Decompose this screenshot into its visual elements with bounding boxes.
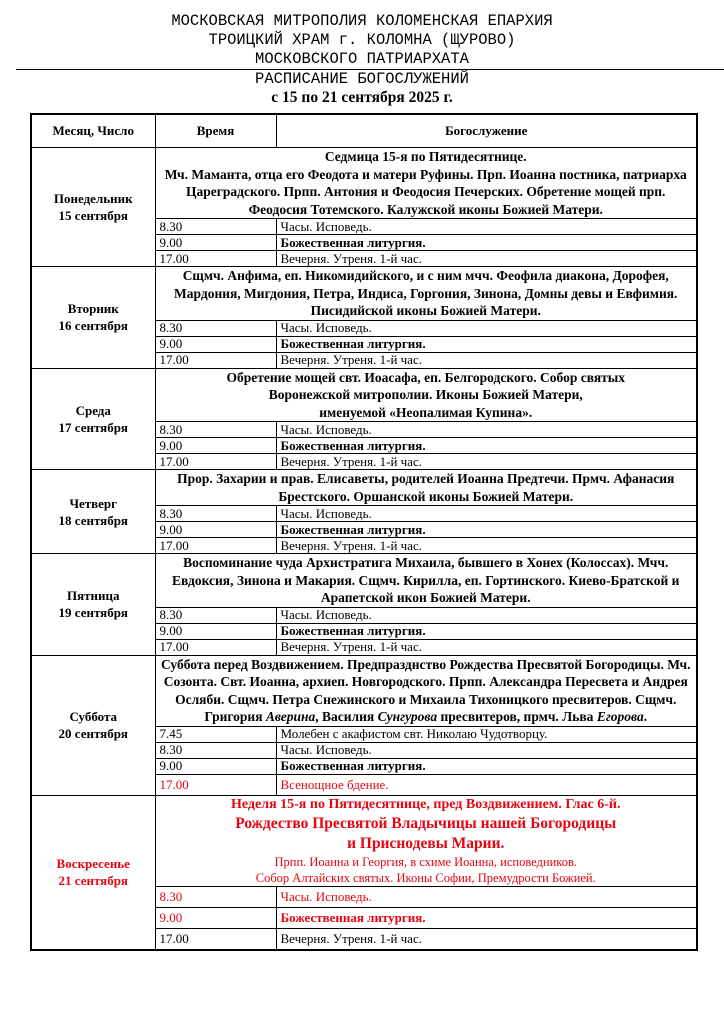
weekday: Четверг (69, 495, 118, 511)
service-time: 7.45 (155, 726, 276, 742)
day-cell (31, 470, 155, 554)
feast-text: Сщмч. Анфима, еп. Никомидийского, и с ним мчч. Феофила диакона, Дорофея, Мардония, Мигдония, Петра, Индиса, Горгония, Зинона, Домны девы и Евфимия. Писидийской иконы Божией Матери. (174, 268, 678, 318)
feast-line: Воронежской митрополии. Иконы Божией Матери, (268, 387, 583, 402)
service-name: Божественная литургия. (276, 758, 697, 774)
day-row (31, 554, 697, 608)
service-time: 17.00 (155, 454, 276, 470)
table-header-row (31, 114, 697, 148)
service-name: Часы. Исповедь. (276, 422, 697, 438)
service-time: 8.30 (155, 422, 276, 438)
service-name: Божественная литургия. (276, 907, 697, 928)
day-cell (31, 368, 155, 470)
weekday: Среда (75, 402, 111, 418)
feast-italic-name: Сунгурова (377, 709, 438, 724)
feast-line: Собор Алтайских святых. Иконы Софии, Премудрости Божией. (255, 870, 596, 885)
service-name: Всенощное бдение. (276, 774, 697, 795)
header-line-1: МОСКОВСКАЯ МИТРОПОЛИЯ КОЛОМЕНСКАЯ ЕПАРХИЯ (171, 12, 553, 30)
service-name: Часы. Исповедь. (276, 219, 697, 235)
schedule-table (30, 113, 698, 951)
day-cell (31, 795, 155, 950)
service-name: Вечерня. Утреня. 1-й час. (276, 454, 697, 470)
service-time: 17.00 (155, 352, 276, 368)
feast-cell (155, 267, 697, 321)
service-name: Божественная литургия. (276, 623, 697, 639)
weekday: Воскресенье (56, 856, 130, 871)
service-time: 9.00 (155, 623, 276, 639)
day-cell (31, 655, 155, 795)
service-name: Часы. Исповедь. (276, 320, 697, 336)
feast-cell (155, 655, 697, 726)
service-name: Часы. Исповедь. (276, 742, 697, 758)
column-header-day: Месяц, Число (31, 114, 155, 148)
date: 15 сентября (58, 208, 128, 223)
service-time: 8.30 (155, 607, 276, 623)
service-time: 9.00 (155, 336, 276, 352)
schedule-dates: с 15 по 21 сентября 2025 г. (271, 89, 453, 106)
service-time: 8.30 (155, 886, 276, 907)
feast-italic-name: Аверина (265, 709, 316, 724)
service-name: Вечерня. Утреня. 1-й час. (276, 251, 697, 267)
feast-line: Прпп. Иоанна и Георгия, в схиме Иоанна, исповедников. (274, 854, 577, 869)
service-name: Часы. Исповедь. (276, 607, 697, 623)
day-row (31, 148, 697, 219)
date: 20 сентября (58, 726, 128, 741)
service-time: 8.30 (155, 506, 276, 522)
service-name: Молебен с акафистом свт. Николаю Чудотворцу. (276, 726, 697, 742)
service-name: Божественная литургия. (276, 336, 697, 352)
feast-cell (155, 554, 697, 608)
day-row (31, 470, 697, 506)
feast-line: Обретение мощей свт. Иоасафа, еп. Белгородского. Собор святых (226, 369, 626, 385)
feast-text: Воспоминание чуда Архистратига Михаила, бывшего в Хонех (Колоссах). Мчч. Евдоксия, Зинона и Макария. Сщмч. Кирилла, еп. Гортинского. Киево-Братской и Арапетской икон Божией Матери. (172, 555, 680, 605)
weekday: Вторник (67, 301, 119, 317)
service-time: 17.00 (155, 928, 276, 950)
day-cell (31, 267, 155, 369)
service-time: 17.00 (155, 538, 276, 554)
service-time: 9.00 (155, 758, 276, 774)
feast-text: , Василия (315, 709, 378, 724)
feast-cell (155, 368, 697, 422)
weekday: Пятница (66, 588, 120, 604)
feast-text: Суббота перед Воздвижением. Предпразднство Рождества Пресвятой Богородицы. Мч. Созонта. Свт. Иоанна, архиеп. Новгородского. Прпп. Александра Пересвета и Андрея Осляби. Сщмч. Петра Снежинского и Михаила Тихоницкого пресвитеров. Сщмч. Григория (161, 656, 691, 724)
day-cell (31, 148, 155, 267)
service-name: Божественная литургия. (276, 522, 697, 538)
feast-line: Рождество Пресвятой Владычицы нашей Богородицы (235, 814, 617, 832)
weekday: Понедельник (53, 191, 133, 206)
day-row (31, 655, 697, 726)
feast-text: Мч. Маманта, отца его Феодота и матери Руфины. Прп. Иоанна постника, патриарха Цареградского. Прпп. Антония и Феодосия Печерских. Обретение мощей прп. Феодосия Тотемского. Калужской иконы Божией Матери. (164, 166, 687, 217)
service-name: Вечерня. Утреня. 1-й час. (276, 352, 697, 368)
column-header-time: Время (155, 114, 276, 148)
service-time: 17.00 (155, 774, 276, 795)
service-time: 9.00 (155, 235, 276, 251)
service-time: 9.00 (155, 522, 276, 538)
weekday: Суббота (69, 709, 118, 724)
service-time: 8.30 (155, 320, 276, 336)
date: 18 сентября (58, 512, 128, 528)
service-time: 9.00 (155, 907, 276, 928)
service-name: Часы. Исповедь. (276, 886, 697, 907)
date: 16 сентября (58, 318, 128, 334)
date: 19 сентября (58, 605, 128, 621)
header-line-2: ТРОИЦКИЙ ХРАМ г. КОЛОМНА (ЩУРОВО) (208, 31, 516, 49)
service-name: Божественная литургия. (276, 438, 697, 454)
feast-text: Прор. Захарии и прав. Елисаветы, родителей Иоанна Предтечи. Прмч. Афанасия Брестского. Оршанской иконы Божией Матери. (177, 471, 675, 504)
feast-text: пресвитеров, прмч. Льва (437, 709, 597, 724)
service-name: Вечерня. Утреня. 1-й час. (276, 928, 697, 950)
feast-cell (155, 148, 697, 219)
header-line-3: МОСКОВСКОГО ПАТРИАРХАТА (255, 50, 469, 68)
column-header-service: Богослужение (276, 114, 697, 148)
feast-cell (155, 795, 697, 886)
service-time: 17.00 (155, 639, 276, 655)
service-time: 9.00 (155, 438, 276, 454)
date: 17 сентября (58, 419, 128, 435)
service-name: Часы. Исповедь. (276, 506, 697, 522)
feast-line: и Приснодевы Марии. (347, 834, 505, 852)
feast-italic-name: Егорова (596, 709, 644, 724)
feast-cell (155, 470, 697, 506)
service-time: 17.00 (155, 251, 276, 267)
service-name: Вечерня. Утреня. 1-й час. (276, 538, 697, 554)
feast-text: . (643, 709, 648, 724)
day-row (31, 267, 697, 321)
feast-line: Неделя 15-я по Пятидесятнице, пред Воздвижением. Глас 6-й. (231, 796, 621, 812)
feast-line: именуемой «Неопалимая Купина». (319, 404, 533, 420)
day-row (31, 368, 697, 422)
day-row (31, 795, 697, 886)
service-name: Вечерня. Утреня. 1-й час. (276, 639, 697, 655)
day-cell (31, 554, 155, 656)
header-line-4: РАСПИСАНИЕ БОГОСЛУЖЕНИЙ (255, 70, 469, 88)
date: 21 сентября (58, 873, 128, 888)
feast-title: Седмица 15-я по Пятидесятнице. (324, 149, 527, 164)
service-time: 8.30 (155, 742, 276, 758)
service-name: Божественная литургия. (276, 235, 697, 251)
service-time: 8.30 (155, 219, 276, 235)
